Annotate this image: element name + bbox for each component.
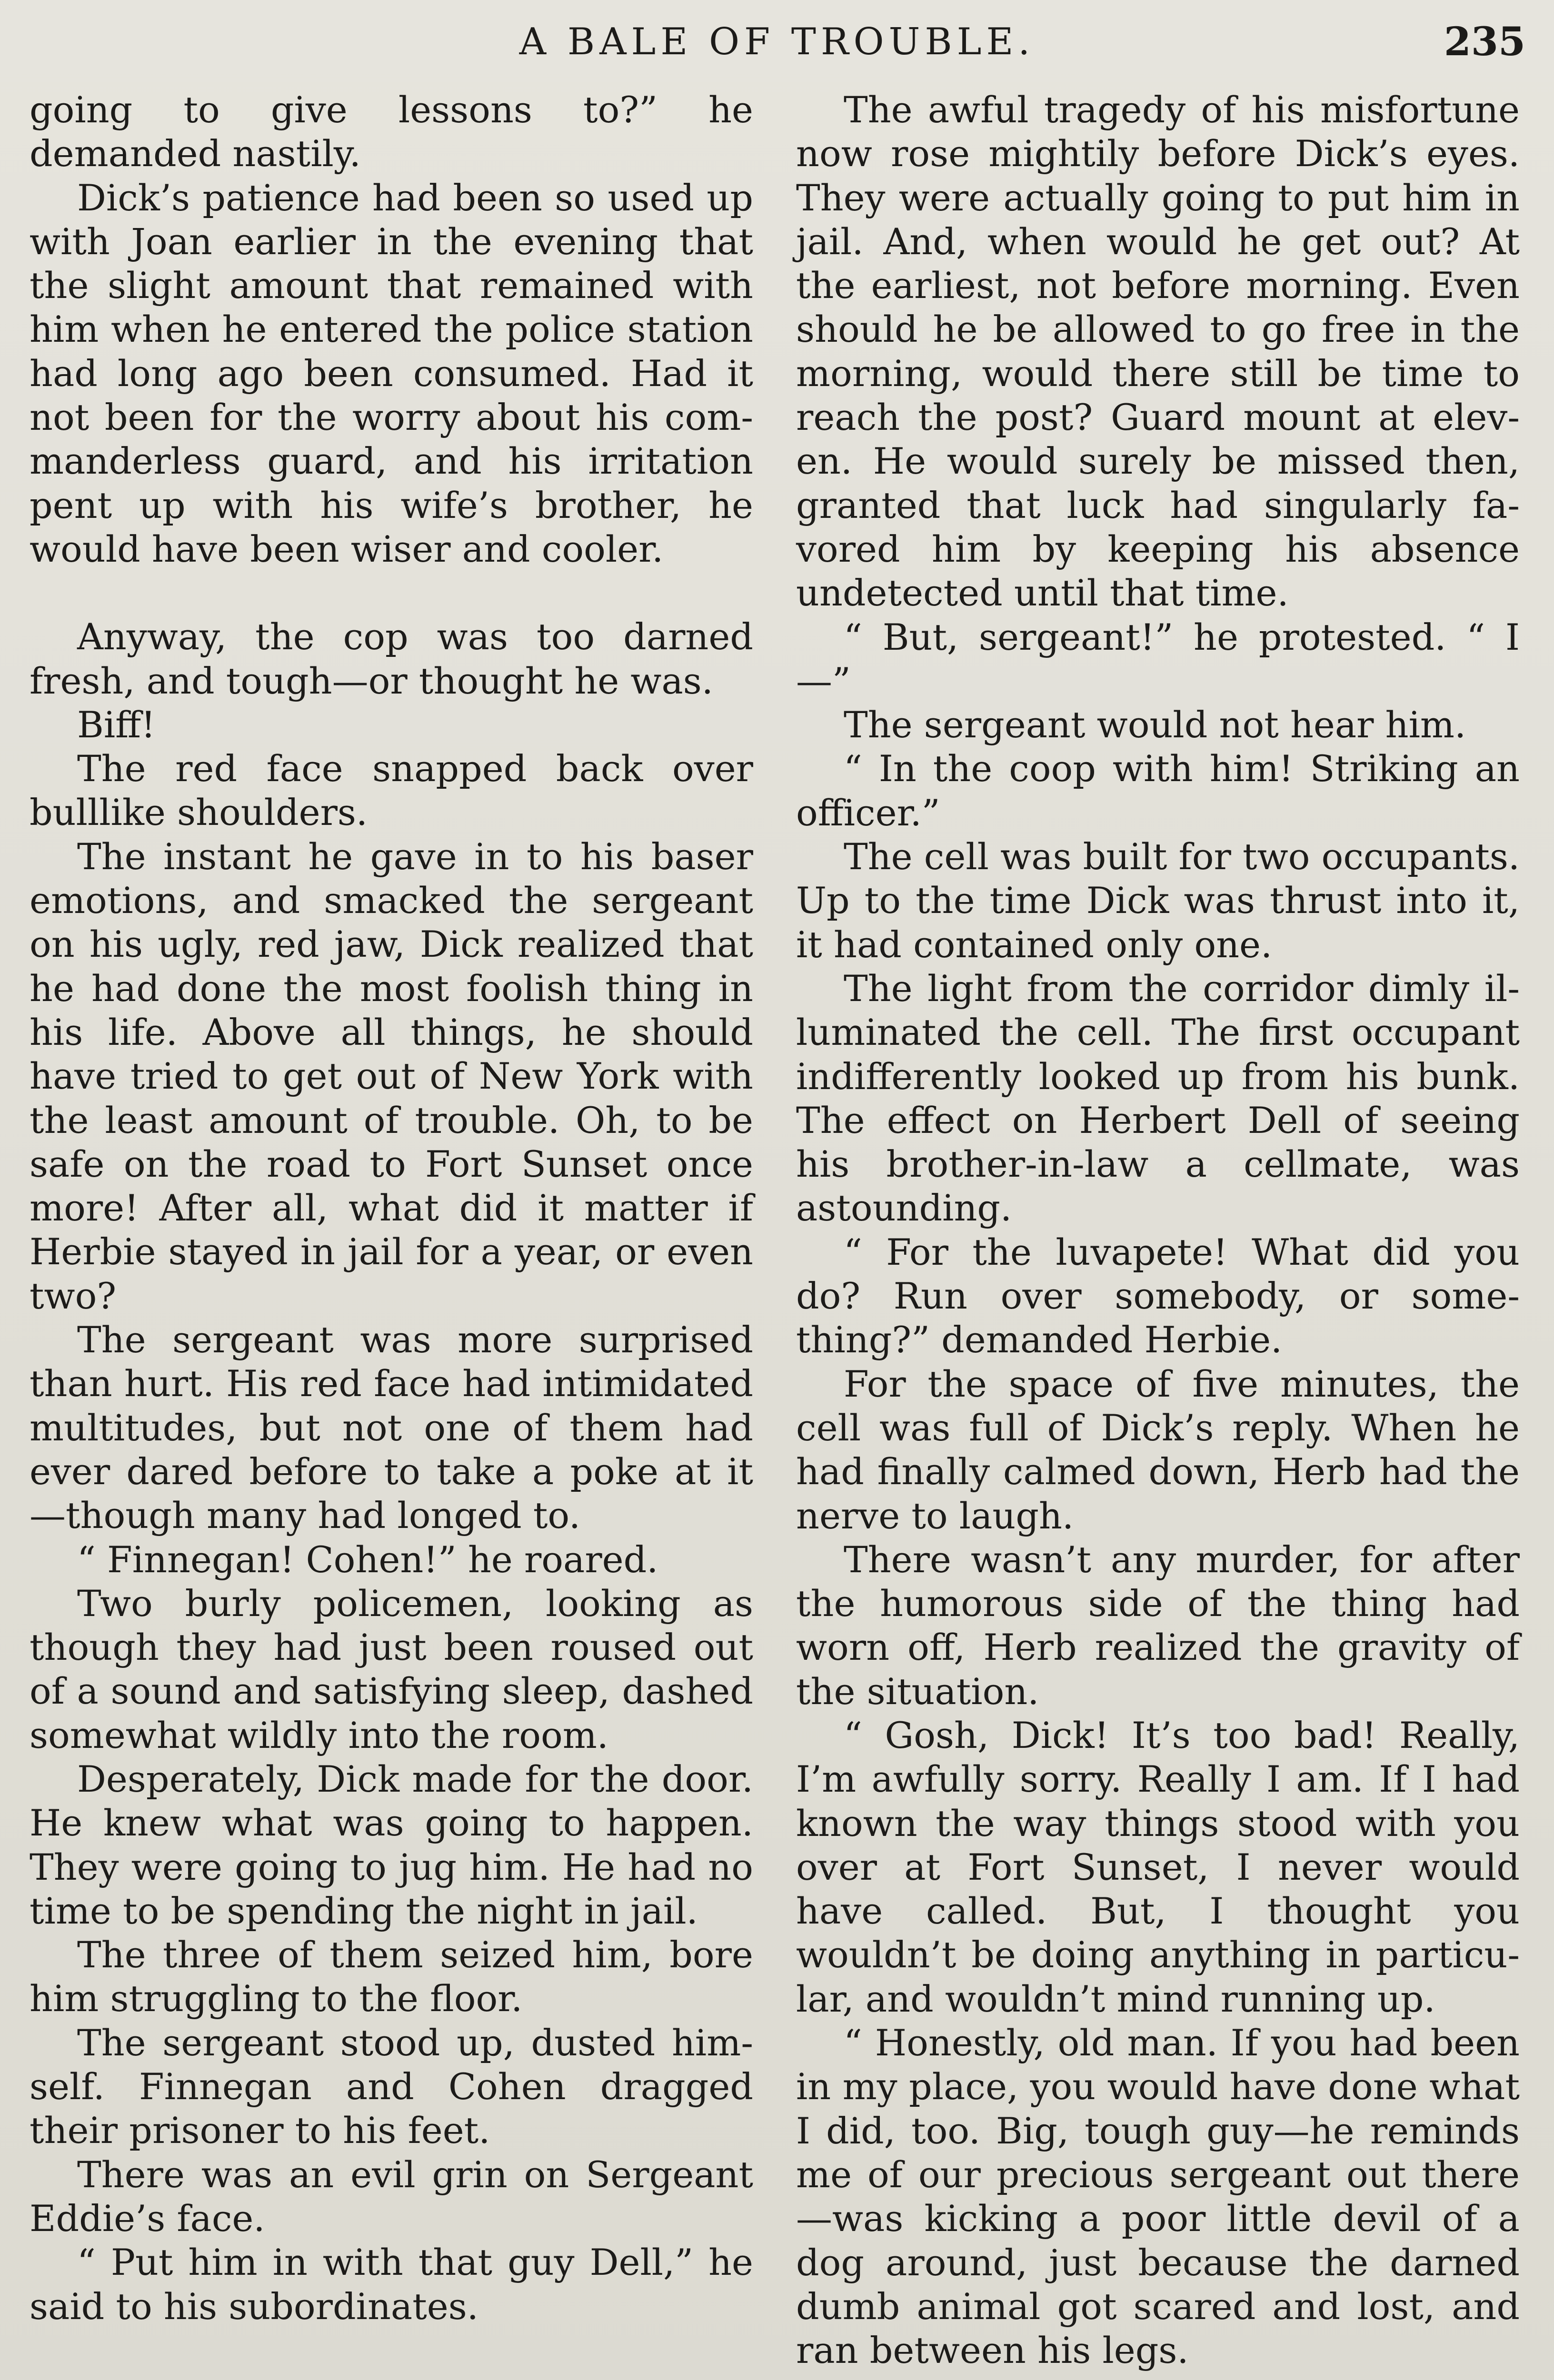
right-column: [796, 88, 1520, 2372]
paragraph: The cell was built for two occupants. Up to the time Dick was thrust into it, it had contained only one.: [796, 835, 1520, 966]
paragraph: The sergeant was more surprised than hurt. His red face had intimidated multitudes, but not one of them had ever dared before to take a poke at it —though many had longed to.: [30, 1319, 753, 1537]
page-number: 235: [1444, 19, 1525, 65]
paragraph: The awful tragedy of his misfortune now rose mightily before Dick’s eyes. They were actually going to put him in jail. And, when would he get out? At the earliest, not before morning. Even should he be allowed to go free in the morning, would there still be time to reach the post? Guard mount at eleven. He would surely be missed then, granted that luck had singularly favored him by keeping his absence undetected until that time.: [796, 89, 1520, 615]
paragraph: Dick’s patience had been so used up with Joan earlier in the evening that the slight amount that remained with him when he entered the police station had long ago been consumed. Had it not been for the worry about his commanderless guard, and his irritation pent up with his wife’s brother, he would have been wiser and cooler.: [30, 176, 753, 570]
paragraph: There wasn’t any murder, for after the humorous side of the thing had worn off, Herb realized the gravity of the situation.: [796, 1538, 1520, 1713]
paragraph: “ Finnegan! Cohen!” he roared.: [77, 1538, 658, 1581]
paragraph: There was an evil grin on Sergeant Eddie’s face.: [30, 2153, 753, 2240]
page-header: [29, 13, 1525, 70]
paragraph: “ In the coop with him! Striking an officer.”: [796, 747, 1520, 834]
paragraph: going to give lessons to?” he demanded nastily.: [30, 89, 753, 175]
paragraph: The sergeant would not hear him.: [844, 704, 1466, 746]
paragraph: Desperately, Dick made for the door. He knew what was going to happen. They were going to jug him. He had no time to be spending the night in jail.: [30, 1757, 753, 1932]
paragraph: “ Honestly, old man. If you had been in my place, you would have done what I did, too. Big, tough guy—he reminds me of our precious sergeant out there—was kicking a poor little devil of a dog around, just because the darned dumb animal got scared and lost, and ran between his legs.: [796, 2022, 1520, 2372]
paragraph: The instant he gave in to his baser emotions, and smacked the sergeant on his ugly, red jaw, Dick realized that he had done the most foolish thing in his life. Above all things, he should have tried to get out of New York with the least amount of trouble. Oh, to be safe on the road to Fort Sunset once more! After all, what did it matter if Herbie stayed in jail for a year, or even two?: [30, 835, 753, 1317]
left-column: [30, 88, 753, 2329]
paragraph: “ But, sergeant!” he protested. “ I—”: [796, 615, 1520, 702]
paragraph: Biff!: [77, 703, 156, 746]
paragraph: The light from the corridor dimly illuminated the cell. The first occupant indifferently looked up from his bunk. The effect on Herbert Dell of seeing his brother-in-law a cellmate, was astounding.: [796, 967, 1520, 1230]
paragraph: The red face snapped back over bulllike shoulders.: [30, 747, 753, 834]
paragraph: The sergeant stood up, dusted himself. Finnegan and Cohen dragged their prisoner to his feet.: [30, 2021, 753, 2152]
paragraph: Two burly policemen, looking as though they had just been roused out of a sound and satisfying sleep, dashed somewhat wildly into the room.: [30, 1582, 753, 1756]
paragraph: Anyway, the cop was too darned fresh, and tough—or thought he was.: [30, 615, 753, 702]
paragraph: “ For the luvapete! What did you do? Run over somebody, or something?” demanded Herbie.: [796, 1230, 1520, 1361]
paragraph: “ Gosh, Dick! It’s too bad! Really, I’m awfully sorry. Really I am. If I had known the way things stood with you over at Fort Sunset, I never would have called. But, I thought you wouldn’t be doing anything in particular, and wouldn’t mind running up.: [796, 1714, 1520, 2020]
paragraph: The three of them seized him, bore him struggling to the floor.: [30, 1934, 753, 2020]
paragraph: For the space of five minutes, the cell was full of Dick’s reply. When he had finally calmed down, Herb had the nerve to laugh.: [796, 1362, 1520, 1537]
running-head: A BALE OF TROUBLE.: [519, 20, 1035, 63]
paragraph: “ Put him in with that guy Dell,” he said to his subordinates.: [30, 2241, 753, 2328]
